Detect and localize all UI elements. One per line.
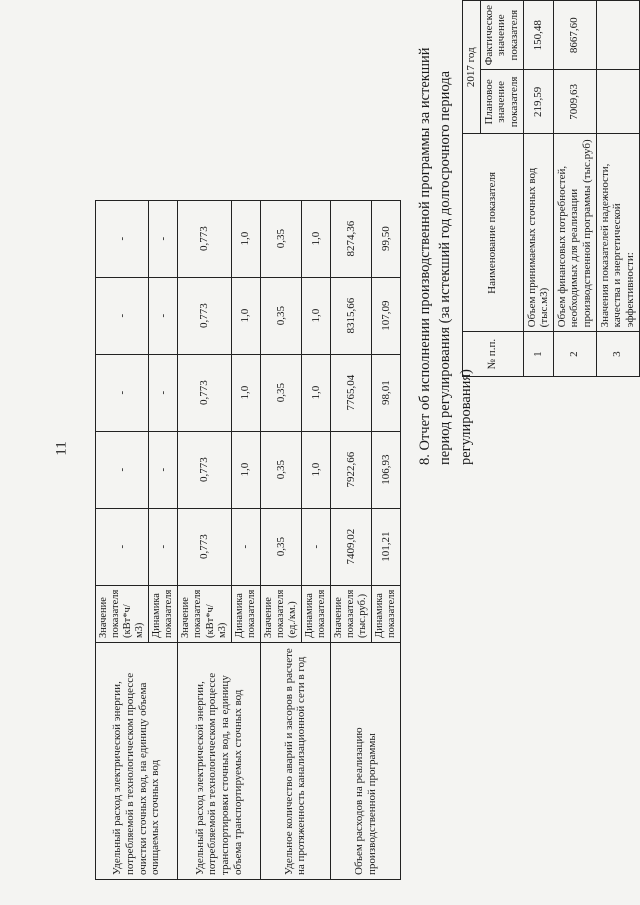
indicator-unit: Значение показателя (кВт*ч/м3): [96, 585, 149, 642]
value-cell: 7922,66: [331, 431, 372, 508]
header-name: Наименование показателя: [463, 134, 524, 332]
value-cell: 1,0: [301, 354, 330, 431]
section-8-heading: 8. Отчет об исполнении производственной программы за истекший период регулирования (за истекший год долгосрочного периода регулирования): [417, 47, 474, 465]
value-cell: 99,50: [372, 200, 401, 277]
value-cell: 1,0: [231, 277, 260, 354]
value-cell: 0,773: [178, 508, 231, 585]
value-cell: 106,93: [372, 431, 401, 508]
value-cell: 7765,04: [331, 354, 372, 431]
value-cell: 0,773: [178, 354, 231, 431]
value-cell: 0,773: [178, 200, 231, 277]
indicator-unit: Динамика показателя: [301, 585, 330, 642]
value-cell: 1,0: [231, 200, 260, 277]
fact-value: [596, 1, 639, 70]
row-name: Объем принимаемых сточных вод (тыс.м3): [523, 134, 553, 332]
indicator-name: Удельный расход электрической энергии, потребляемой в технологическом процессе транспортировки сточных вод, на единицу объема транспортируемых сточных вод: [178, 643, 260, 880]
value-cell: 101,21: [372, 508, 401, 585]
value-cell: 1,0: [231, 431, 260, 508]
value-cell: 0,35: [260, 354, 301, 431]
value-cell: -: [149, 354, 178, 431]
value-cell: 7409,02: [331, 508, 372, 585]
value-cell: 1,0: [301, 200, 330, 277]
table-row: [331, 200, 372, 879]
indicator-name: Удельный расход электрической энергии, потребляемой в технологическом процессе очистки сточных вод, на единицу объема очищаемых сточных вод: [96, 643, 178, 880]
header-plan: Плановое значение показателя: [480, 70, 523, 134]
indicator-unit: Значение показателя (тыс.руб.): [331, 585, 372, 642]
value-cell: 98,01: [372, 354, 401, 431]
row-num: 3: [596, 332, 639, 377]
value-cell: -: [96, 354, 149, 431]
fact-value: 8667,60: [553, 1, 596, 70]
value-cell: 0,773: [178, 277, 231, 354]
header-num: № п.п.: [463, 332, 524, 377]
value-cell: -: [96, 200, 149, 277]
value-cell: 1,0: [301, 431, 330, 508]
value-cell: 0,35: [260, 277, 301, 354]
value-cell: 0,773: [178, 431, 231, 508]
table-row: [96, 200, 149, 879]
indicator-unit: Динамика показателя: [372, 585, 401, 642]
fact-value: 150,48: [523, 1, 553, 70]
value-cell: -: [149, 277, 178, 354]
page-number: 11: [53, 441, 70, 456]
value-cell: -: [231, 508, 260, 585]
value-cell: 1,0: [231, 354, 260, 431]
value-cell: -: [96, 277, 149, 354]
value-cell: -: [96, 508, 149, 585]
indicator-unit: Значение показателя (ед./км.): [260, 585, 301, 642]
indicators-table: [95, 200, 401, 880]
table-header-row: [463, 1, 481, 377]
row-name: Значения показателей надежности, качества и энергетической эффективности:: [596, 134, 639, 332]
value-cell: 107,09: [372, 277, 401, 354]
value-cell: 1,0: [301, 277, 330, 354]
value-cell: -: [96, 431, 149, 508]
value-cell: -: [149, 431, 178, 508]
value-cell: 0,35: [260, 508, 301, 585]
value-cell: -: [149, 200, 178, 277]
table-row: [553, 1, 596, 377]
table-row: [523, 1, 553, 377]
row-num: 2: [553, 332, 596, 377]
table-row: [178, 200, 231, 879]
value-cell: 0,35: [260, 200, 301, 277]
indicator-name: Удельное количество аварий и засоров в расчете на протяженность канализационной сети в год: [260, 643, 330, 880]
indicator-name: Объем расходов на реализацию производственной программы: [331, 643, 401, 880]
row-name: Объем финансовых потребностей, необходимых для реализации производственной программы (тыс.руб): [553, 134, 596, 332]
value-cell: 8274,36: [331, 200, 372, 277]
indicator-unit: Динамика показателя: [231, 585, 260, 642]
header-fact: Фактическое значение показателя: [480, 1, 523, 70]
value-cell: -: [149, 508, 178, 585]
program-report-table: [462, 0, 640, 377]
value-cell: -: [301, 508, 330, 585]
value-cell: 8315,66: [331, 277, 372, 354]
header-year: 2017 год: [463, 1, 481, 134]
indicator-unit: Динамика показателя: [149, 585, 178, 642]
table-row: [260, 200, 301, 879]
plan-value: 7009,63: [553, 70, 596, 134]
plan-value: [596, 70, 639, 134]
table-row: [596, 1, 639, 377]
value-cell: 0,35: [260, 431, 301, 508]
row-num: 1: [523, 332, 553, 377]
indicator-unit: Значение показателя (кВт*ч/м3): [178, 585, 231, 642]
plan-value: 219,59: [523, 70, 553, 134]
